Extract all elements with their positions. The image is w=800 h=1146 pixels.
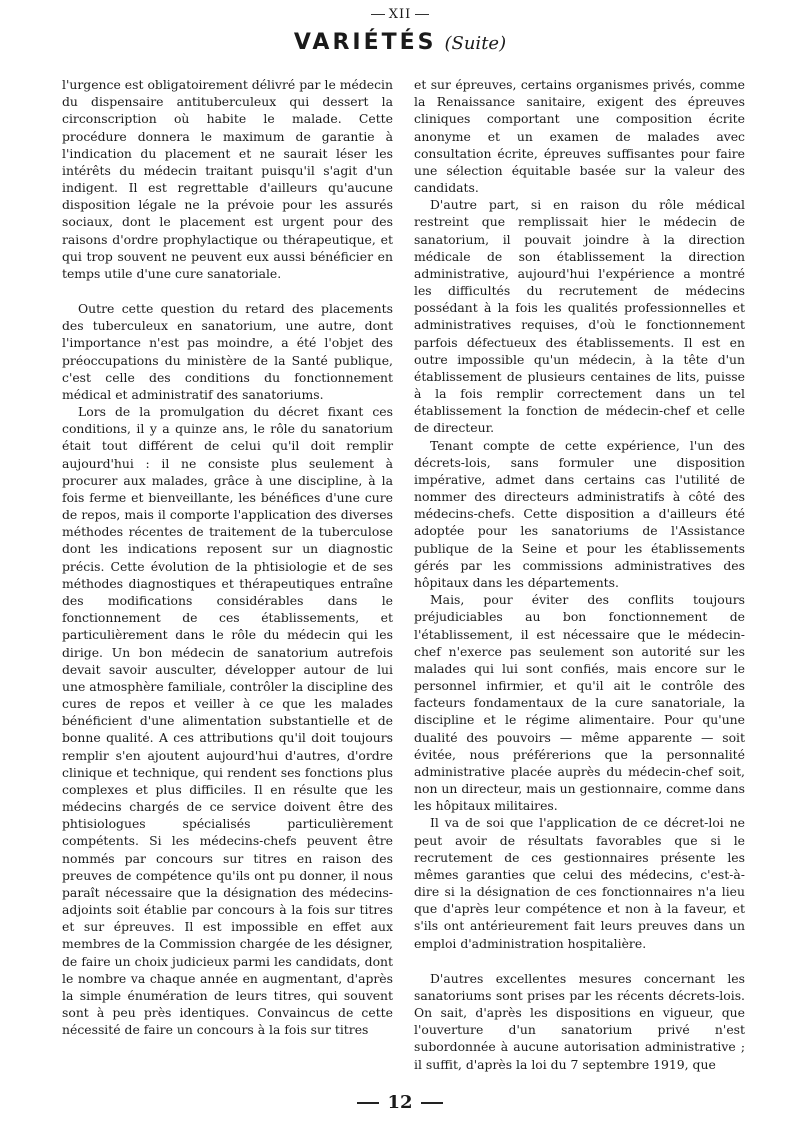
section-subtitle: (Suite) xyxy=(444,33,507,54)
paragraph: D'autres excellentes mesures concernant les sanatoriums sont prises par les récents décrets-lois. On sait, d'après les dispositions en vigueur, que l'ouverture d'un sanatorium privé n'est subordonnée à aucune autorisation administrative ; il suffit, d'après la loi du 7 septembre 1919, que xyxy=(414,970,745,1072)
page-roman-numeral: XII xyxy=(0,6,800,24)
page-number: 12 xyxy=(0,1092,800,1114)
paragraph: et sur épreuves, certains organismes privés, comme la Renaissance sanitaire, exigent des épreuves cliniques comportant une composition écrite anonyme et un examen de malades avec consultation écrite, épreuves suffisantes pour faire une sélection équitable basée sur la valeur des candidats. xyxy=(414,77,745,196)
paragraph: Il va de soi que l'application de ce décret-loi ne peut avoir de résultats favorables que si le recrutement de ces gestionnaires présente les mêmes garanties que celui des médecins, c'est-à-dire si la désignation de ces fonctionnaires n'a lieu que d'après leur compétence et non à la faveur, et s'ils ont antérieurement fait leurs preuves dans un emploi d'administration hospitalière. xyxy=(414,815,745,951)
paragraph: Mais, pour éviter des conflits toujours préjudiciables au bon fonctionnement de l'établissement, il est nécessaire que le médecin-chef n'exerce pas seulement son autorité sur les malades qui lui sont confiés, mais encore sur le personnel infirmier, et qu'il ait le contrôle des facteurs fondamentaux de la cure sanatoriale, la discipline et le régime alimentaire. Pour qu'une dualité des pouvoirs — même apparente — soit évitée, nous préférerions que la personnalité administrative placée auprès du médecin-chef soit, non un directeur, mais un gestionnaire, comme dans les hôpitaux militaires. xyxy=(414,592,745,814)
section-title-line xyxy=(0,28,800,59)
paragraph: D'autre part, si en raison du rôle médical restreint que remplissait hier le médecin de sanatorium, il pouvait joindre à la direction médicale de son établissement la direction administrative, aujourd'hui l'expérience a montré les difficultés du recrutement de médecins possédant à la fois les qualités professionnelles et administratives requises, d'où le fonctionnement parfois défectueux des établissements. Il est en outre impossible qu'un médecin, à la tête d'un établissement de plusieurs centaines de lits, puisse à la fois remplir correctement dans un tel établissement la fonction de médecin-chef et celle de directeur. xyxy=(414,197,745,436)
paragraph: l'urgence est obligatoirement délivré par le médecin du dispensaire antituberculeux qui dessert la circonscription où habite le malade. Cette procédure donnera le maximum de garantie à l'indication du placement et ne saurait léser les intérêts du médecin traitant puisqu'il s'agit d'un indigent. Il est regrettable d'ailleurs qu'aucune disposition légale ne la prévoie pour les assurés sociaux, dont le placement est urgent pour des raisons d'ordre prophylactique ou thérapeutique, et qui trop souvent ne peuvent eux aussi bénéficier en temps utile d'une cure sanatoriale. xyxy=(62,77,393,281)
left-column xyxy=(62,76,393,1038)
section-title: VARIÉTÉS xyxy=(293,30,437,55)
paragraph: Lors de la promulgation du décret fixant ces conditions, il y a quinze ans, le rôle du sanatorium était tout différent de celui qu'il doit remplir aujourd'hui : il ne consiste plus seulement à procurer aux malades, grâce à une discipline, à la fois ferme et bienveillante, les bénéfices d'une cure de repos, mais il comporte l'application des diverses méthodes récentes de traitement de la tuberculose dont les indications reposent sur un diagnostic précis. Cette évolution de la phtisiologie et de ses méthodes diagnostiques et thérapeutiques entraîne des modifications considérables dans le fonctionnement de ces établissements, et particulièrement dans le rôle du médecin qui les dirige. Un bon médecin de sanatorium autrefois devait savoir ausculter, développer autour de lui une atmosphère familiale, contrôler la discipline des cures de repos et veiller à ce que les malades bénéficient d'une alimentation substantielle et de bonne qualité. A ces attributions qu'il doit toujours remplir s'en ajoutent aujourd'hui d'autres, d'ordre clinique et technique, qui rendent ses fonctions plus complexes et plus difficiles. Il en résulte que les médecins chargés de ce service doivent être des phtisiologues spécialisés particulièrement compétents. Si les médecins-chefs peuvent être nommés par concours sur titres en raison des preuves de compétence qu'ils ont pu donner, il nous paraît nécessaire que la désignation des médecins-adjoints soit établie par concours à la fois sur titres et sur épreuves. Il est impossible en effet aux membres de la Commission chargée de les désigner, de faire un choix judicieux parmi les candidats, dont le nombre va chaque année en augmentant, d'après la simple énumération de leurs titres, qui souvent sont à peu près identiques. Convaincus de cette nécessité de faire un concours à la fois sur titres xyxy=(62,404,393,1038)
paragraph: Outre cette question du retard des placements des tuberculeux en sanatorium, une autre, dont l'importance n'est pas moindre, a été l'objet des préoccupations du ministère de la Santé publique, c'est celle des conditions du fonctionnement médical et administratif des sanatoriums. xyxy=(62,301,393,402)
right-column xyxy=(414,76,745,1073)
page-header xyxy=(0,6,800,59)
paragraph: Tenant compte de cette expérience, l'un des décrets-lois, sans formuler une disposition impérative, admet dans certains cas l'utilité de nommer des directeurs administratifs à côté des médecins-chefs. Cette disposition a d'ailleurs été adoptée pour les sanatoriums de l'Assistance publique de la Seine et pour les établissements gérés par les commissions administratives des hôpitaux dans les départements. xyxy=(414,437,745,590)
